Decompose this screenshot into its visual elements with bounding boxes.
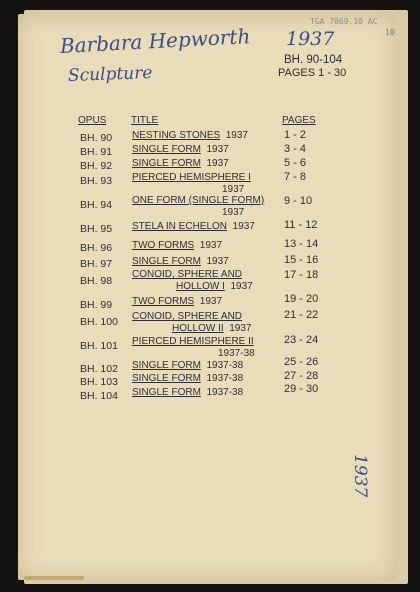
opus-number: BH. 104 (80, 390, 118, 402)
title-entry: PIERCED HEMISPHERE I 1937 (132, 172, 251, 195)
title-entry: TWO FORMS 1937 (132, 296, 223, 307)
page-numbers: 9 - 10 (284, 195, 313, 207)
opus-number: BH. 90 (80, 132, 113, 144)
pages-range: PAGES 1 - 30 (278, 67, 347, 79)
opus-number: BH. 95 (80, 223, 113, 235)
page-numbers: 7 - 8 (284, 171, 307, 183)
opus-number: BH. 98 (80, 275, 113, 287)
title-entry: STELA IN ECHELON 1937 (132, 221, 255, 232)
opus-range: BH. 90-104 (284, 54, 343, 66)
page-numbers: 11 - 12 (284, 219, 318, 231)
page-numbers: 21 - 22 (284, 309, 319, 321)
page-numbers: 17 - 18 (284, 269, 319, 281)
title-entry: CONOID, SPHERE AND HOLLOW II 1937 (132, 311, 252, 334)
artist-name: Barbara Hepworth (59, 24, 251, 58)
title-entry: SINGLE FORM 1937 (132, 158, 229, 169)
opus-number: BH. 100 (80, 316, 118, 328)
index-card (18, 14, 396, 580)
page-numbers: 25 - 26 (284, 356, 319, 368)
opus-number: BH. 91 (80, 146, 113, 158)
column-header-pages: PAGES (282, 115, 316, 126)
opus-number: BH. 93 (80, 175, 113, 187)
opus-number: BH. 101 (80, 340, 118, 352)
page-numbers: 1 - 2 (284, 129, 307, 141)
page-numbers: 27 - 28 (284, 370, 319, 382)
column-header-title: TITLE (131, 115, 159, 126)
title-entry: SINGLE FORM 1937-38 (132, 360, 244, 371)
title-entry: SINGLE FORM 1937 (132, 256, 229, 267)
opus-number: BH. 92 (80, 160, 113, 172)
opus-number: BH. 97 (80, 258, 113, 270)
opus-number: BH. 94 (80, 199, 113, 211)
column-header-opus: OPUS (78, 115, 107, 126)
title-entry: PIERCED HEMISPHERE II 1937-38 (132, 336, 255, 359)
archive-reference: TGA 7069.10 AC (310, 17, 378, 26)
page-numbers: 23 - 24 (284, 334, 319, 346)
margin-mark: 10 (385, 28, 395, 37)
paper-clip (24, 576, 84, 580)
title-entry: TWO FORMS 1937 (132, 240, 223, 251)
title-entry: SINGLE FORM 1937 (132, 144, 229, 155)
opus-number: BH. 102 (80, 363, 118, 375)
page-numbers: 19 - 20 (284, 293, 319, 305)
opus-number: BH. 96 (80, 242, 113, 254)
page-numbers: 3 - 4 (284, 143, 307, 155)
opus-number: BH. 99 (80, 299, 113, 311)
title-entry: SINGLE FORM 1937-38 (132, 373, 244, 384)
title-entry: CONOID, SPHERE AND HOLLOW I 1937 (132, 269, 253, 292)
page-numbers: 29 - 30 (284, 383, 319, 395)
opus-number: BH. 103 (80, 376, 118, 388)
title-entry: ONE FORM (SINGLE FORM) 1937 (132, 195, 265, 218)
title-entry: SINGLE FORM 1937-38 (132, 387, 244, 398)
side-year-note: 1937 (350, 454, 370, 498)
title-entry: NESTING STONES 1937 (132, 130, 248, 141)
page-numbers: 13 - 14 (284, 238, 319, 250)
page-numbers: 15 - 16 (284, 254, 319, 266)
year-heading: 1937 (286, 28, 335, 50)
page-numbers: 5 - 6 (284, 157, 307, 169)
category-label: Sculpture (67, 63, 153, 86)
